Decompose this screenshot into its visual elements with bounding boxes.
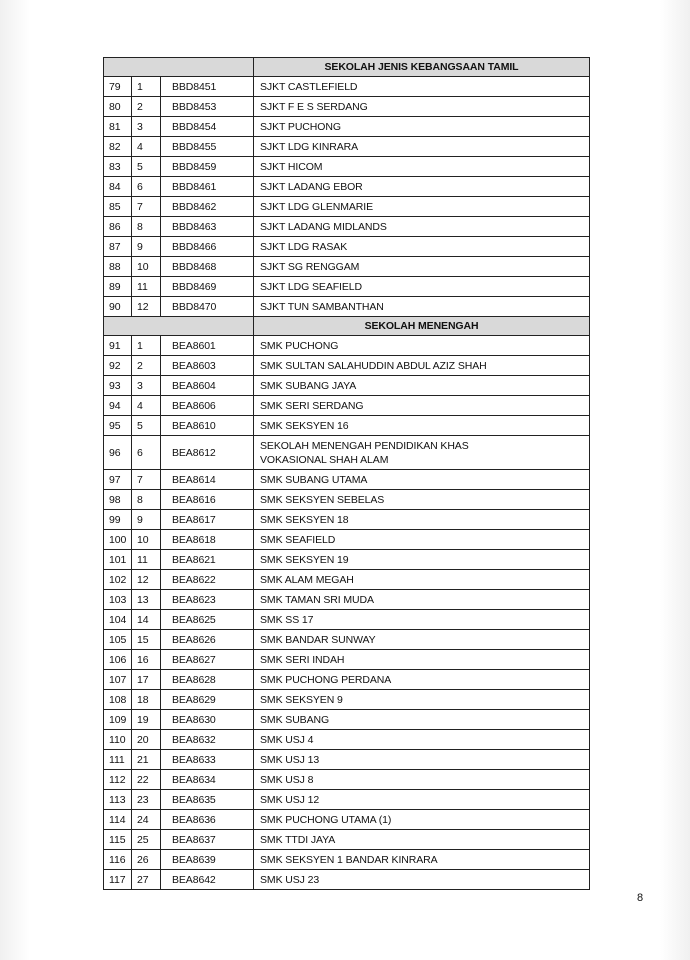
table-row	[104, 850, 590, 870]
school-name-cell	[254, 850, 590, 870]
school-list-table	[103, 57, 590, 890]
row-number-cell: 83	[104, 157, 132, 177]
school-name-line: SMK SEKSYEN 1 BANDAR KINRARA	[260, 853, 438, 866]
school-name-line: SJKT HICOM	[260, 160, 323, 173]
school-code-cell: BEA8636	[161, 810, 254, 830]
school-name-line: SJKT LDG SEAFIELD	[260, 280, 362, 293]
school-name-cell	[254, 157, 590, 177]
school-name-cell	[254, 436, 590, 470]
school-name-cell	[254, 710, 590, 730]
school-name-line: SMK SERI SERDANG	[260, 399, 364, 412]
section-index-cell: 21	[132, 750, 161, 770]
row-number-cell: 86	[104, 217, 132, 237]
row-number-cell: 105	[104, 630, 132, 650]
school-code-cell: BEA8637	[161, 830, 254, 850]
school-name-line: SJKT LDG GLENMARIE	[260, 200, 373, 213]
table-row	[104, 810, 590, 830]
section-index-cell: 20	[132, 730, 161, 750]
school-name-cell	[254, 870, 590, 890]
school-code-cell: BEA8633	[161, 750, 254, 770]
table-row	[104, 790, 590, 810]
table-row	[104, 237, 590, 257]
section-index-cell: 3	[132, 376, 161, 396]
school-code-cell: BBD8468	[161, 257, 254, 277]
row-number-cell: 111	[104, 750, 132, 770]
section-index-cell: 1	[132, 336, 161, 356]
school-name-line: SMK PUCHONG UTAMA (1)	[260, 813, 392, 826]
school-name-cell	[254, 396, 590, 416]
school-name-cell	[254, 750, 590, 770]
row-number-cell: 115	[104, 830, 132, 850]
section-index-cell: 4	[132, 137, 161, 157]
section-index-cell: 8	[132, 490, 161, 510]
school-name-cell	[254, 570, 590, 590]
row-number-cell: 94	[104, 396, 132, 416]
school-code-cell: BBD8461	[161, 177, 254, 197]
section-index-cell: 16	[132, 650, 161, 670]
table-row	[104, 510, 590, 530]
school-name-line: SMK USJ 13	[260, 753, 320, 766]
table-row	[104, 710, 590, 730]
section-index-cell: 24	[132, 810, 161, 830]
row-number-cell: 101	[104, 550, 132, 570]
table-row	[104, 416, 590, 436]
section-header-spacer	[104, 317, 254, 336]
table-row	[104, 610, 590, 630]
school-name-cell	[254, 810, 590, 830]
section-index-cell: 23	[132, 790, 161, 810]
row-number-cell: 112	[104, 770, 132, 790]
school-name-line: SMK SEKSYEN 19	[260, 553, 349, 566]
school-code-cell: BBD8462	[161, 197, 254, 217]
section-index-cell: 10	[132, 257, 161, 277]
table-row	[104, 197, 590, 217]
school-name-line: SJKT SG RENGGAM	[260, 260, 360, 273]
school-name-line: SMK USJ 4	[260, 733, 314, 746]
table-row	[104, 770, 590, 790]
row-number-cell: 110	[104, 730, 132, 750]
school-name-line: SMK SUBANG UTAMA	[260, 473, 368, 486]
school-name-cell	[254, 530, 590, 550]
school-name-line: SMK ALAM MEGAH	[260, 573, 354, 586]
row-number-cell: 88	[104, 257, 132, 277]
school-name-cell	[254, 356, 590, 376]
table-row	[104, 590, 590, 610]
school-code-cell: BEA8622	[161, 570, 254, 590]
section-title: SEKOLAH MENENGAH	[254, 317, 590, 336]
school-code-cell: BEA8610	[161, 416, 254, 436]
section-index-cell: 2	[132, 356, 161, 376]
section-index-cell: 9	[132, 237, 161, 257]
table-row	[104, 97, 590, 117]
table-row	[104, 137, 590, 157]
table-row	[104, 650, 590, 670]
school-code-cell: BBD8454	[161, 117, 254, 137]
row-number-cell: 95	[104, 416, 132, 436]
school-code-cell: BEA8614	[161, 470, 254, 490]
school-code-cell: BEA8623	[161, 590, 254, 610]
row-number-cell: 96	[104, 436, 132, 470]
table-row	[104, 490, 590, 510]
school-name-cell	[254, 650, 590, 670]
school-code-cell: BEA8612	[161, 436, 254, 470]
section-index-cell: 12	[132, 297, 161, 317]
row-number-cell: 92	[104, 356, 132, 376]
school-name-line: SMK USJ 8	[260, 773, 314, 786]
row-number-cell: 87	[104, 237, 132, 257]
school-code-cell: BEA8618	[161, 530, 254, 550]
section-index-cell: 7	[132, 470, 161, 490]
table-body	[104, 58, 590, 890]
school-name-cell	[254, 690, 590, 710]
school-code-cell: BBD8470	[161, 297, 254, 317]
school-name-line: SMK PUCHONG	[260, 339, 339, 352]
school-name-cell	[254, 416, 590, 436]
section-title: SEKOLAH JENIS KEBANGSAAN TAMIL	[254, 58, 590, 77]
school-name-line: SJKT CASTLEFIELD	[260, 80, 358, 93]
table-row	[104, 217, 590, 237]
section-index-cell: 8	[132, 217, 161, 237]
school-name-line: SJKT LADANG EBOR	[260, 180, 363, 193]
school-code-cell: BEA8625	[161, 610, 254, 630]
school-name-line: SMK SUBANG	[260, 713, 330, 726]
section-index-cell: 18	[132, 690, 161, 710]
section-index-cell: 26	[132, 850, 161, 870]
table-row	[104, 297, 590, 317]
school-name-line: SJKT F E S SERDANG	[260, 100, 368, 113]
row-number-cell: 98	[104, 490, 132, 510]
school-code-cell: BEA8632	[161, 730, 254, 750]
school-name-line: SMK SEAFIELD	[260, 533, 336, 546]
table-row	[104, 257, 590, 277]
row-number-cell: 103	[104, 590, 132, 610]
section-index-cell: 5	[132, 157, 161, 177]
table-row	[104, 530, 590, 550]
school-name-cell	[254, 297, 590, 317]
row-number-cell: 99	[104, 510, 132, 530]
row-number-cell: 113	[104, 790, 132, 810]
row-number-cell: 102	[104, 570, 132, 590]
table-row	[104, 630, 590, 650]
section-index-cell: 5	[132, 416, 161, 436]
school-name-line: SMK TAMAN SRI MUDA	[260, 593, 374, 606]
row-number-cell: 108	[104, 690, 132, 710]
row-number-cell: 91	[104, 336, 132, 356]
school-name-cell	[254, 336, 590, 356]
section-index-cell: 25	[132, 830, 161, 850]
row-number-cell: 97	[104, 470, 132, 490]
school-name-line: SMK SS 17	[260, 613, 314, 626]
section-header-row	[104, 317, 590, 336]
row-number-cell: 93	[104, 376, 132, 396]
row-number-cell: 89	[104, 277, 132, 297]
school-code-cell: BBD8459	[161, 157, 254, 177]
school-name-cell	[254, 137, 590, 157]
school-code-cell: BEA8616	[161, 490, 254, 510]
school-code-cell: BEA8606	[161, 396, 254, 416]
school-name-line: SMK SUBANG JAYA	[260, 379, 357, 392]
section-index-cell: 15	[132, 630, 161, 650]
school-name-cell	[254, 217, 590, 237]
table-row	[104, 77, 590, 97]
school-name-cell	[254, 376, 590, 396]
section-index-cell: 11	[132, 550, 161, 570]
school-name-cell	[254, 257, 590, 277]
table-row	[104, 470, 590, 490]
section-index-cell: 12	[132, 570, 161, 590]
school-name-line: SMK BANDAR SUNWAY	[260, 633, 376, 646]
table-row	[104, 750, 590, 770]
school-name-line: SMK TTDI JAYA	[260, 833, 336, 846]
table-row	[104, 356, 590, 376]
school-code-cell: BBD8469	[161, 277, 254, 297]
row-number-cell: 79	[104, 77, 132, 97]
school-name-line: SJKT LADANG MIDLANDS	[260, 220, 387, 233]
section-index-cell: 27	[132, 870, 161, 890]
section-header-spacer	[104, 58, 254, 77]
row-number-cell: 116	[104, 850, 132, 870]
school-name-line: SJKT TUN SAMBANTHAN	[260, 300, 384, 313]
table-row	[104, 670, 590, 690]
school-name-line: SEKOLAH MENENGAH PENDIDIKAN KHAS	[260, 439, 469, 452]
row-number-cell: 84	[104, 177, 132, 197]
school-code-cell: BEA8639	[161, 850, 254, 870]
table-row	[104, 117, 590, 137]
table-row	[104, 570, 590, 590]
section-index-cell: 19	[132, 710, 161, 730]
section-index-cell: 17	[132, 670, 161, 690]
school-name-line: SMK SEKSYEN SEBELAS	[260, 493, 385, 506]
school-name-line: SMK USJ 23	[260, 873, 320, 886]
row-number-cell: 109	[104, 710, 132, 730]
row-number-cell: 117	[104, 870, 132, 890]
school-code-cell: BEA8627	[161, 650, 254, 670]
school-code-cell: BEA8629	[161, 690, 254, 710]
table-row	[104, 830, 590, 850]
school-code-cell: BEA8604	[161, 376, 254, 396]
school-code-cell: BEA8634	[161, 770, 254, 790]
section-index-cell: 2	[132, 97, 161, 117]
school-name-cell	[254, 77, 590, 97]
school-name-cell	[254, 550, 590, 570]
school-name-cell	[254, 197, 590, 217]
school-code-cell: BBD8453	[161, 97, 254, 117]
school-code-cell: BEA8642	[161, 870, 254, 890]
school-name-line: SMK SERI INDAH	[260, 653, 345, 666]
table-row	[104, 870, 590, 890]
school-name-cell	[254, 730, 590, 750]
school-name-cell	[254, 610, 590, 630]
school-code-cell: BBD8466	[161, 237, 254, 257]
school-name-line: SMK SULTAN SALAHUDDIN ABDUL AZIZ SHAH	[260, 359, 487, 372]
section-index-cell: 7	[132, 197, 161, 217]
school-name-cell	[254, 470, 590, 490]
school-name-line: SMK SEKSYEN 16	[260, 419, 349, 432]
school-code-cell: BEA8630	[161, 710, 254, 730]
school-name-cell	[254, 177, 590, 197]
school-name-cell	[254, 770, 590, 790]
school-name-line: SMK SEKSYEN 18	[260, 513, 349, 526]
table-row	[104, 376, 590, 396]
row-number-cell: 100	[104, 530, 132, 550]
school-name-cell	[254, 830, 590, 850]
school-code-cell: BBD8451	[161, 77, 254, 97]
table-row	[104, 436, 590, 470]
table-row	[104, 277, 590, 297]
school-name-cell	[254, 277, 590, 297]
row-number-cell: 85	[104, 197, 132, 217]
row-number-cell: 104	[104, 610, 132, 630]
table-row	[104, 396, 590, 416]
school-code-cell: BEA8601	[161, 336, 254, 356]
table-row	[104, 730, 590, 750]
school-name-cell	[254, 97, 590, 117]
school-name-line: SJKT LDG RASAK	[260, 240, 348, 253]
table-row	[104, 336, 590, 356]
table-row	[104, 157, 590, 177]
section-index-cell: 14	[132, 610, 161, 630]
school-name-cell	[254, 510, 590, 530]
row-number-cell: 90	[104, 297, 132, 317]
section-index-cell: 3	[132, 117, 161, 137]
school-name-cell	[254, 237, 590, 257]
school-name-cell	[254, 630, 590, 650]
school-name-line: VOKASIONAL SHAH ALAM	[260, 453, 389, 466]
table-row	[104, 550, 590, 570]
school-code-cell: BEA8617	[161, 510, 254, 530]
school-code-cell: BBD8455	[161, 137, 254, 157]
school-code-cell: BEA8603	[161, 356, 254, 376]
section-index-cell: 1	[132, 77, 161, 97]
section-index-cell: 6	[132, 177, 161, 197]
section-header-row	[104, 58, 590, 77]
school-code-cell: BBD8463	[161, 217, 254, 237]
school-name-cell	[254, 670, 590, 690]
row-number-cell: 107	[104, 670, 132, 690]
row-number-cell: 82	[104, 137, 132, 157]
school-name-line: SJKT PUCHONG	[260, 120, 341, 133]
page-number: 8	[637, 892, 644, 904]
section-index-cell: 11	[132, 277, 161, 297]
school-name-cell	[254, 590, 590, 610]
school-name-line: SMK USJ 12	[260, 793, 320, 806]
section-index-cell: 10	[132, 530, 161, 550]
row-number-cell: 106	[104, 650, 132, 670]
table-row	[104, 690, 590, 710]
school-name-line: SMK SEKSYEN 9	[260, 693, 343, 706]
school-name-line: SJKT LDG KINRARA	[260, 140, 358, 153]
school-code-cell: BEA8621	[161, 550, 254, 570]
section-index-cell: 22	[132, 770, 161, 790]
section-index-cell: 4	[132, 396, 161, 416]
row-number-cell: 81	[104, 117, 132, 137]
school-name-line: SMK PUCHONG PERDANA	[260, 673, 392, 686]
school-name-cell	[254, 490, 590, 510]
section-index-cell: 9	[132, 510, 161, 530]
table-row	[104, 177, 590, 197]
section-index-cell: 6	[132, 436, 161, 470]
school-name-cell	[254, 117, 590, 137]
school-code-cell: BEA8626	[161, 630, 254, 650]
row-number-cell: 114	[104, 810, 132, 830]
school-name-cell	[254, 790, 590, 810]
school-code-cell: BEA8635	[161, 790, 254, 810]
section-index-cell: 13	[132, 590, 161, 610]
row-number-cell: 80	[104, 97, 132, 117]
school-code-cell: BEA8628	[161, 670, 254, 690]
